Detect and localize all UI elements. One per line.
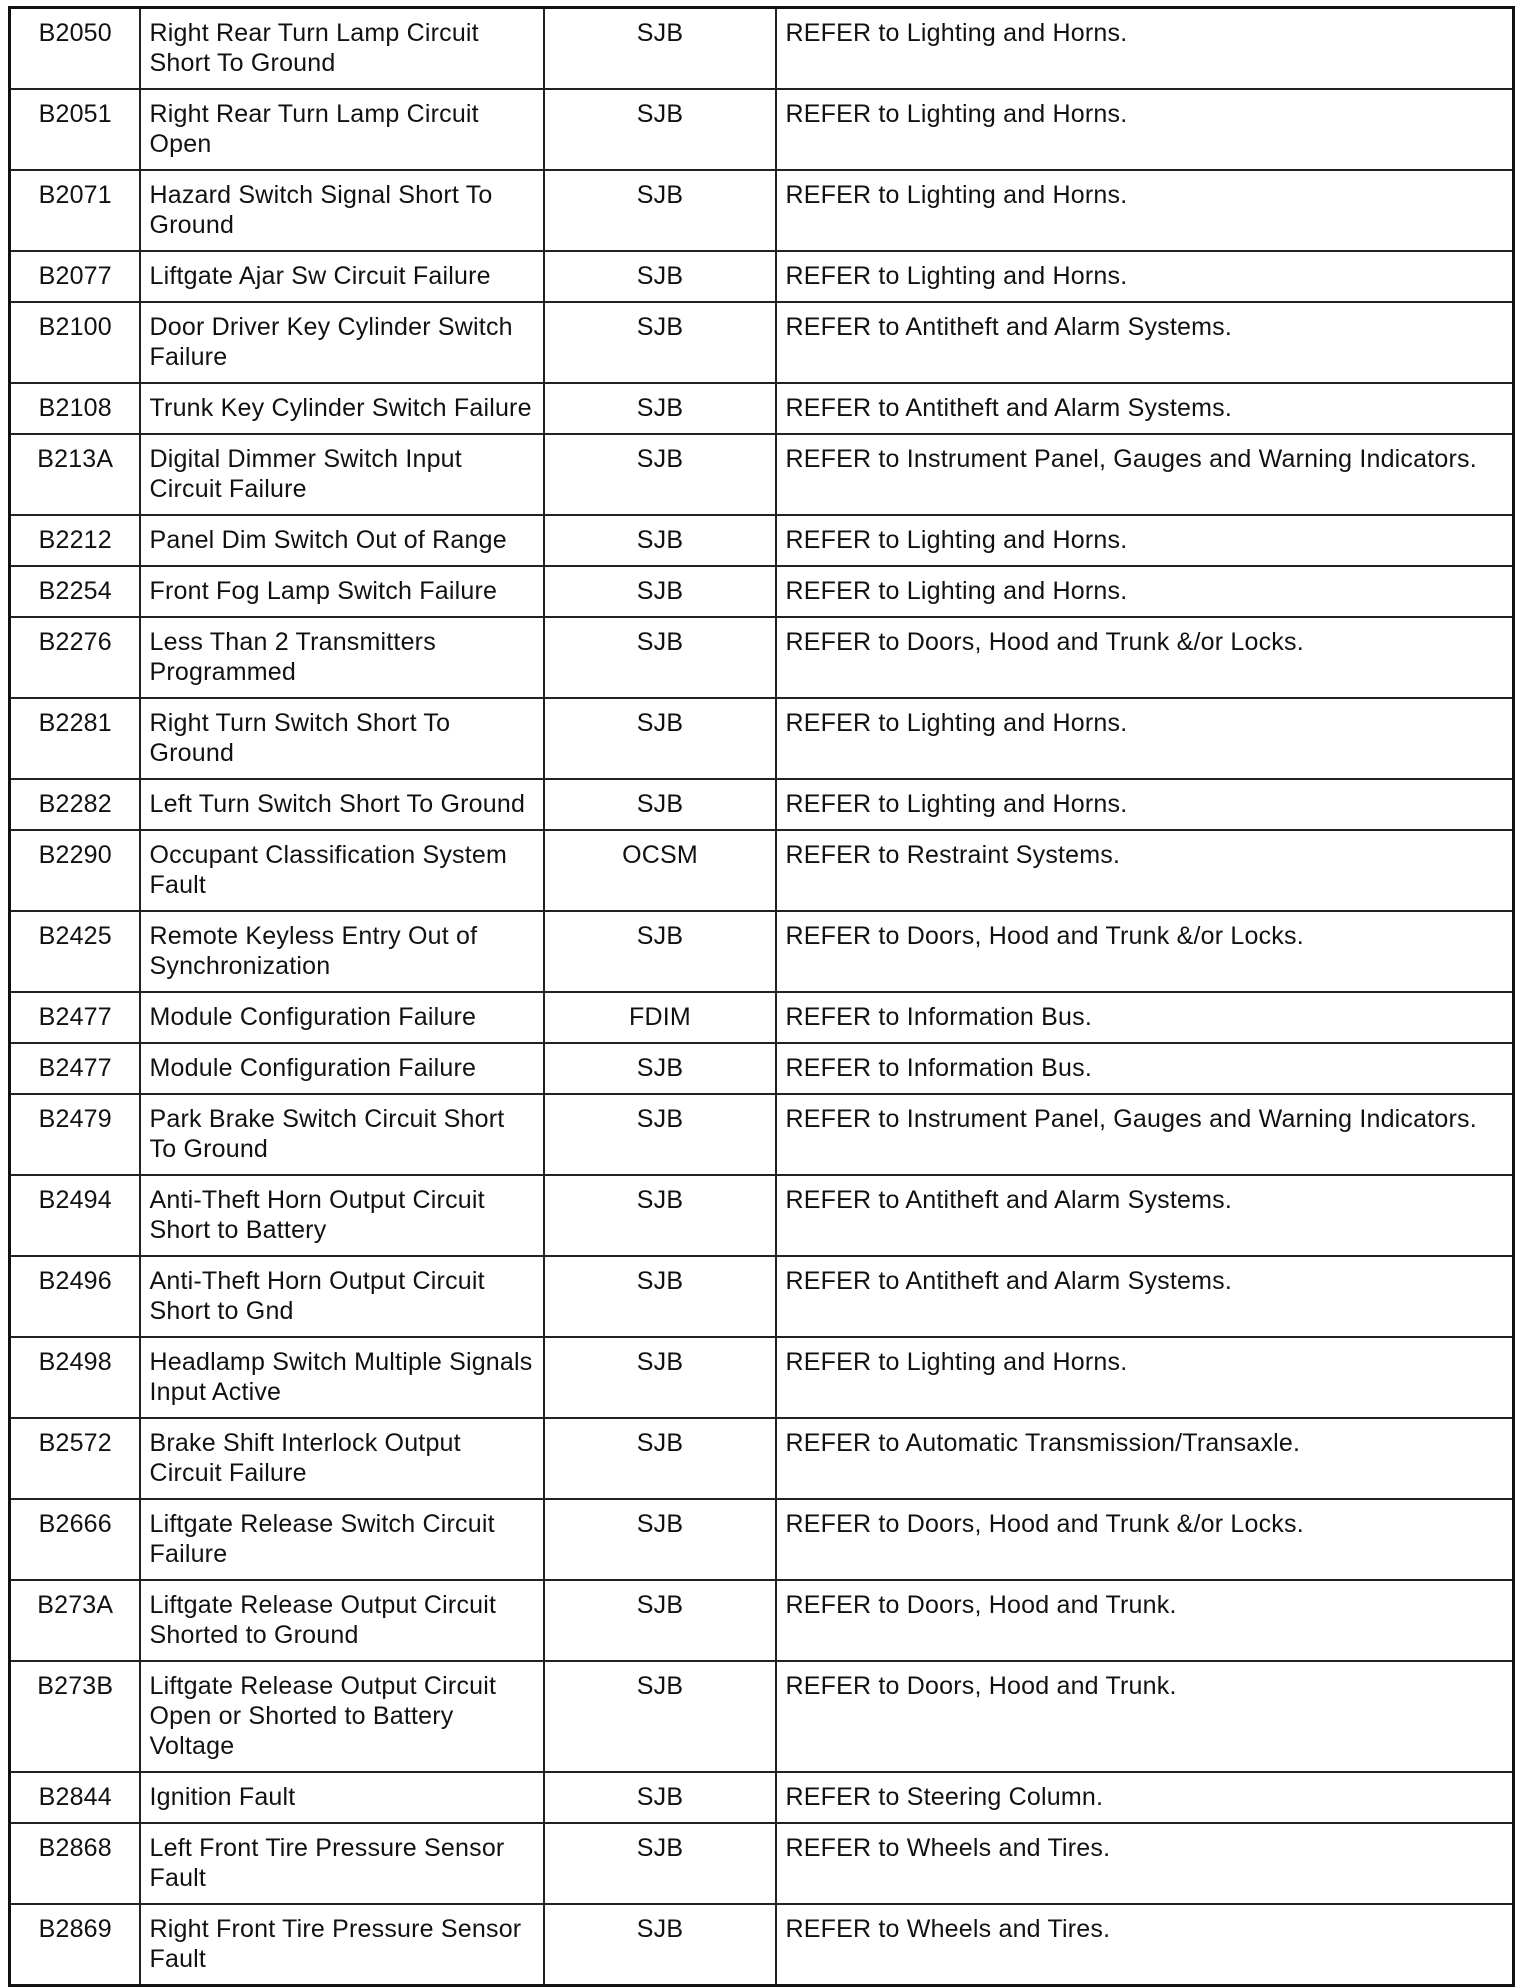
dtc-action-cell: REFER to Instrument Panel, Gauges and Warning Indicators. xyxy=(776,434,1514,515)
dtc-table xyxy=(8,6,1515,1987)
dtc-description-cell: Left Turn Switch Short To Ground xyxy=(140,779,544,830)
dtc-module-cell: SJB xyxy=(544,698,776,779)
dtc-module-cell: SJB xyxy=(544,566,776,617)
dtc-code-cell: B2276 xyxy=(10,617,140,698)
dtc-description-cell: Right Rear Turn Lamp Circuit Open xyxy=(140,89,544,170)
table-row xyxy=(10,911,1514,992)
dtc-module-cell: SJB xyxy=(544,8,776,90)
dtc-module-cell: OCSM xyxy=(544,830,776,911)
dtc-module-cell: SJB xyxy=(544,1772,776,1823)
dtc-action-cell: REFER to Lighting and Horns. xyxy=(776,1337,1514,1418)
dtc-module-cell: SJB xyxy=(544,1094,776,1175)
dtc-action-cell: REFER to Wheels and Tires. xyxy=(776,1904,1514,1986)
table-row xyxy=(10,1823,1514,1904)
dtc-action-cell: REFER to Lighting and Horns. xyxy=(776,779,1514,830)
dtc-action-cell: REFER to Information Bus. xyxy=(776,1043,1514,1094)
dtc-action-cell: REFER to Antitheft and Alarm Systems. xyxy=(776,302,1514,383)
dtc-code-cell: B2494 xyxy=(10,1175,140,1256)
dtc-description-cell: Front Fog Lamp Switch Failure xyxy=(140,566,544,617)
dtc-code-cell: B2425 xyxy=(10,911,140,992)
table-row xyxy=(10,1256,1514,1337)
dtc-table-body xyxy=(10,8,1514,1986)
dtc-description-cell: Liftgate Release Switch Circuit Failure xyxy=(140,1499,544,1580)
dtc-action-cell: REFER to Antitheft and Alarm Systems. xyxy=(776,1175,1514,1256)
dtc-code-cell: B2479 xyxy=(10,1094,140,1175)
dtc-code-cell: B2869 xyxy=(10,1904,140,1986)
table-row xyxy=(10,8,1514,90)
dtc-description-cell: Right Turn Switch Short To Ground xyxy=(140,698,544,779)
dtc-description-cell: Less Than 2 Transmitters Programmed xyxy=(140,617,544,698)
dtc-module-cell: FDIM xyxy=(544,992,776,1043)
dtc-description-cell: Liftgate Ajar Sw Circuit Failure xyxy=(140,251,544,302)
dtc-action-cell: REFER to Lighting and Horns. xyxy=(776,698,1514,779)
dtc-code-cell: B2281 xyxy=(10,698,140,779)
dtc-document xyxy=(8,6,1512,1987)
dtc-module-cell: SJB xyxy=(544,170,776,251)
table-row xyxy=(10,992,1514,1043)
dtc-code-cell: B2282 xyxy=(10,779,140,830)
dtc-code-cell: B2477 xyxy=(10,1043,140,1094)
table-row xyxy=(10,302,1514,383)
table-row xyxy=(10,251,1514,302)
dtc-code-cell: B2077 xyxy=(10,251,140,302)
dtc-action-cell: REFER to Steering Column. xyxy=(776,1772,1514,1823)
dtc-description-cell: Liftgate Release Output Circuit Open or Shorted to Battery Voltage xyxy=(140,1661,544,1772)
dtc-module-cell: SJB xyxy=(544,779,776,830)
dtc-code-cell: B273B xyxy=(10,1661,140,1772)
dtc-description-cell: Door Driver Key Cylinder Switch Failure xyxy=(140,302,544,383)
dtc-code-cell: B2868 xyxy=(10,1823,140,1904)
dtc-action-cell: REFER to Lighting and Horns. xyxy=(776,8,1514,90)
table-row xyxy=(10,1043,1514,1094)
dtc-action-cell: REFER to Antitheft and Alarm Systems. xyxy=(776,1256,1514,1337)
table-row xyxy=(10,1337,1514,1418)
dtc-action-cell: REFER to Lighting and Horns. xyxy=(776,170,1514,251)
dtc-module-cell: SJB xyxy=(544,1043,776,1094)
dtc-module-cell: SJB xyxy=(544,251,776,302)
dtc-description-cell: Module Configuration Failure xyxy=(140,1043,544,1094)
dtc-action-cell: REFER to Information Bus. xyxy=(776,992,1514,1043)
dtc-code-cell: B2108 xyxy=(10,383,140,434)
dtc-code-cell: B2050 xyxy=(10,8,140,90)
table-row xyxy=(10,1499,1514,1580)
table-row xyxy=(10,1094,1514,1175)
dtc-action-cell: REFER to Automatic Transmission/Transaxle. xyxy=(776,1418,1514,1499)
table-row xyxy=(10,383,1514,434)
table-row xyxy=(10,1904,1514,1986)
dtc-code-cell: B2844 xyxy=(10,1772,140,1823)
dtc-code-cell: B2290 xyxy=(10,830,140,911)
dtc-description-cell: Digital Dimmer Switch Input Circuit Failure xyxy=(140,434,544,515)
dtc-module-cell: SJB xyxy=(544,1580,776,1661)
dtc-code-cell: B2572 xyxy=(10,1418,140,1499)
dtc-description-cell: Trunk Key Cylinder Switch Failure xyxy=(140,383,544,434)
dtc-code-cell: B2051 xyxy=(10,89,140,170)
dtc-description-cell: Anti-Theft Horn Output Circuit Short to Battery xyxy=(140,1175,544,1256)
table-row xyxy=(10,89,1514,170)
dtc-module-cell: SJB xyxy=(544,302,776,383)
dtc-code-cell: B213A xyxy=(10,434,140,515)
table-row xyxy=(10,698,1514,779)
dtc-module-cell: SJB xyxy=(544,1661,776,1772)
dtc-description-cell: Park Brake Switch Circuit Short To Ground xyxy=(140,1094,544,1175)
dtc-description-cell: Remote Keyless Entry Out of Synchronization xyxy=(140,911,544,992)
dtc-action-cell: REFER to Instrument Panel, Gauges and Warning Indicators. xyxy=(776,1094,1514,1175)
dtc-action-cell: REFER to Lighting and Horns. xyxy=(776,89,1514,170)
table-row xyxy=(10,830,1514,911)
dtc-description-cell: Headlamp Switch Multiple Signals Input Active xyxy=(140,1337,544,1418)
dtc-module-cell: SJB xyxy=(544,1175,776,1256)
dtc-description-cell: Anti-Theft Horn Output Circuit Short to Gnd xyxy=(140,1256,544,1337)
dtc-description-cell: Left Front Tire Pressure Sensor Fault xyxy=(140,1823,544,1904)
dtc-module-cell: SJB xyxy=(544,515,776,566)
dtc-action-cell: REFER to Lighting and Horns. xyxy=(776,515,1514,566)
dtc-module-cell: SJB xyxy=(544,1418,776,1499)
dtc-module-cell: SJB xyxy=(544,1337,776,1418)
dtc-code-cell: B2212 xyxy=(10,515,140,566)
dtc-module-cell: SJB xyxy=(544,1256,776,1337)
dtc-description-cell: Module Configuration Failure xyxy=(140,992,544,1043)
dtc-action-cell: REFER to Lighting and Horns. xyxy=(776,251,1514,302)
dtc-description-cell: Brake Shift Interlock Output Circuit Failure xyxy=(140,1418,544,1499)
table-row xyxy=(10,1580,1514,1661)
table-row xyxy=(10,617,1514,698)
dtc-description-cell: Hazard Switch Signal Short To Ground xyxy=(140,170,544,251)
dtc-description-cell: Right Front Tire Pressure Sensor Fault xyxy=(140,1904,544,1986)
dtc-module-cell: SJB xyxy=(544,89,776,170)
table-row xyxy=(10,1418,1514,1499)
dtc-module-cell: SJB xyxy=(544,1499,776,1580)
dtc-module-cell: SJB xyxy=(544,911,776,992)
dtc-action-cell: REFER to Doors, Hood and Trunk &/or Locks. xyxy=(776,617,1514,698)
table-row xyxy=(10,515,1514,566)
dtc-module-cell: SJB xyxy=(544,617,776,698)
dtc-action-cell: REFER to Doors, Hood and Trunk. xyxy=(776,1580,1514,1661)
table-row xyxy=(10,1772,1514,1823)
table-row xyxy=(10,566,1514,617)
dtc-module-cell: SJB xyxy=(544,1904,776,1986)
table-row xyxy=(10,1661,1514,1772)
dtc-code-cell: B273A xyxy=(10,1580,140,1661)
dtc-module-cell: SJB xyxy=(544,434,776,515)
dtc-action-cell: REFER to Restraint Systems. xyxy=(776,830,1514,911)
table-row xyxy=(10,1175,1514,1256)
dtc-code-cell: B2666 xyxy=(10,1499,140,1580)
dtc-module-cell: SJB xyxy=(544,1823,776,1904)
dtc-description-cell: Occupant Classification System Fault xyxy=(140,830,544,911)
dtc-code-cell: B2071 xyxy=(10,170,140,251)
dtc-description-cell: Panel Dim Switch Out of Range xyxy=(140,515,544,566)
dtc-description-cell: Liftgate Release Output Circuit Shorted to Ground xyxy=(140,1580,544,1661)
dtc-action-cell: REFER to Wheels and Tires. xyxy=(776,1823,1514,1904)
dtc-action-cell: REFER to Lighting and Horns. xyxy=(776,566,1514,617)
dtc-action-cell: REFER to Antitheft and Alarm Systems. xyxy=(776,383,1514,434)
dtc-description-cell: Right Rear Turn Lamp Circuit Short To Ground xyxy=(140,8,544,90)
dtc-action-cell: REFER to Doors, Hood and Trunk &/or Locks. xyxy=(776,1499,1514,1580)
table-row xyxy=(10,434,1514,515)
dtc-code-cell: B2254 xyxy=(10,566,140,617)
dtc-code-cell: B2100 xyxy=(10,302,140,383)
dtc-code-cell: B2477 xyxy=(10,992,140,1043)
dtc-module-cell: SJB xyxy=(544,383,776,434)
dtc-code-cell: B2498 xyxy=(10,1337,140,1418)
dtc-description-cell: Ignition Fault xyxy=(140,1772,544,1823)
table-row xyxy=(10,779,1514,830)
dtc-code-cell: B2496 xyxy=(10,1256,140,1337)
dtc-action-cell: REFER to Doors, Hood and Trunk. xyxy=(776,1661,1514,1772)
table-row xyxy=(10,170,1514,251)
dtc-action-cell: REFER to Doors, Hood and Trunk &/or Locks. xyxy=(776,911,1514,992)
